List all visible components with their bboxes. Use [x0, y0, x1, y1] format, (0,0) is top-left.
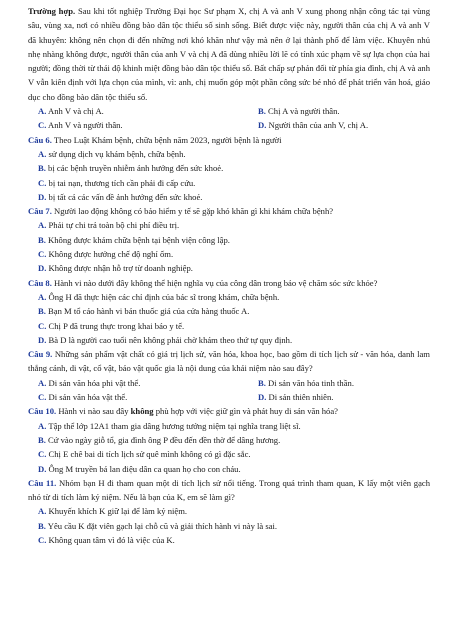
- q6-option-d[interactable]: D. bị tất cả các vấn đề ảnh hưởng đến sức khoẻ.: [38, 191, 203, 202]
- question-7: [28, 204, 430, 218]
- q5-option-c[interactable]: C. Anh V và người thân.: [38, 120, 123, 131]
- q5-option-d[interactable]: D. Người thân của anh V, chị A.: [258, 120, 369, 131]
- q5-option-a[interactable]: A. Anh V và chị A.: [38, 106, 104, 117]
- q10-option-c[interactable]: C. Chị E chê bai di tích lịch sử quê mình không có gì đặc sắc.: [38, 449, 251, 460]
- case-paragraph: [28, 4, 430, 104]
- q7-option-a[interactable]: A. Phải tự chi trả toàn bộ chi phí điều trị.: [38, 220, 180, 231]
- q11-option-a[interactable]: A. Khuyến khích K giữ lại để làm kỷ niệm.: [38, 506, 188, 517]
- case-lead: Trường hợp.: [28, 6, 76, 16]
- q9-option-d[interactable]: D. Di sản thiên nhiên.: [258, 392, 334, 403]
- q6-option-c[interactable]: C. bị tai nạn, thương tích cần phải đi cấp cứu.: [38, 177, 196, 188]
- question-10: Câu 10. Hành vi nào sau đây không phù hợp với việc giữ gìn và phát huy di sản văn hóa?: [28, 406, 338, 417]
- q8-option-b[interactable]: B. Bạn M tổ cáo hành vi bán thuốc giả của cửa hàng thuốc A.: [38, 306, 250, 317]
- q7-option-d[interactable]: D. Không được nhận hỗ trợ từ doanh nghiệp.: [38, 263, 193, 274]
- q9-option-a[interactable]: A. Di sản văn hóa phi vật thể.: [38, 377, 141, 388]
- q9-options-row-2: [38, 390, 430, 404]
- q10-option-d[interactable]: D. Ông M truyền bá lan điệu dân ca quan họ cho con cháu.: [38, 463, 241, 474]
- question-11: [28, 476, 430, 505]
- question-6-text: Theo Luật Khám bệnh, chữa bệnh năm 2023, người bệnh là người: [51, 134, 282, 145]
- q9-option-b[interactable]: B. Di sản văn hóa tinh thần.: [258, 377, 354, 388]
- question-11-text: Nhóm bạn H đi tham quan một di tích lịch sử nổi tiếng. Trong quá trình tham quan, K lấy một viên gạch nhỏ từ di tích làm kỷ niệm. Nếu là bạn của K, em sẽ làm gì?: [28, 477, 430, 503]
- question-8-label: Câu 8.: [28, 277, 52, 288]
- q9-options-row-1: [38, 376, 430, 390]
- question-7-text: Người lao động không có bảo hiểm y tế sẽ gặp khó khăn gì khi khám chữa bệnh?: [51, 206, 334, 217]
- q5-options-row-1: [38, 104, 430, 118]
- q5-option-b[interactable]: B. Chị A và người thân.: [258, 106, 340, 117]
- case-text: Sau khi tốt nghiệp Trường Đại học Sư phạm X, chị A và anh V xung phong nhận công tác tại vùng sâu, vùng xa, nơi có nhiều đồng bào dân tộc thiểu số sinh sống. Biết được việc này, người thân của chị A và anh V đã khuyên: không nên chọn đi đến những nơi khó khăn như vậy mà nên ở lại thành phố để làm việc. Khuyên nhủ nhẹ nhàng không được, người thân của anh V và chị A đã dùng nhiều lời lẽ có tính xúc phạm về sự lựa chọn của hai người; đồng thời từ thái độ khinh miệt đồng bào dân tộc thiểu số. Bất chấp sự phản đối từ phía gia đình, chị A và anh V vẫn kiên định với lựa chọn của mình, vì: anh, chị muốn góp một phần công sức bé nhỏ để phát triển văn hoá, giáo dục cho đồng bào dân tộc thiểu số.: [28, 6, 430, 102]
- q7-option-b[interactable]: B. Không được khám chữa bệnh tại bệnh viện công lập.: [38, 234, 230, 245]
- q7-option-c[interactable]: C. Không được hưởng chế độ nghỉ ốm.: [38, 249, 174, 260]
- question-9-label: Câu 9.: [28, 349, 53, 360]
- question-10-label: Câu 10.: [28, 406, 57, 417]
- q8-option-c[interactable]: C. Chị P đã trung thực trong khai báo y tế.: [38, 320, 185, 331]
- q5-options-row-2: [38, 118, 430, 132]
- question-10-emphasis: không: [130, 406, 154, 417]
- q11-option-c[interactable]: C. Không quan tâm vì đó là việc của K.: [38, 534, 175, 545]
- q10-option-a[interactable]: A. Tập thể lớp 12A1 tham gia dâng hương tưởng niệm tại nghĩa trang liệt sĩ.: [38, 420, 301, 431]
- q11-option-b[interactable]: B. Yêu cầu K đặt viên gạch lại chỗ cũ và giải thích hành vi này là sai.: [38, 520, 278, 531]
- q10-option-b[interactable]: B. Cứ vào ngày giỗ tổ, gia đình ông P đều đến đền thờ để dâng hương.: [38, 434, 281, 445]
- question-6-label: Câu 6.: [28, 134, 52, 145]
- q8-option-a[interactable]: A. Ông H đã thực hiện các chỉ định của bác sĩ trong khám, chữa bệnh.: [38, 291, 280, 302]
- question-9: [28, 347, 430, 376]
- question-9-text: Những sản phẩm vật chất có giá trị lịch sử, văn hóa, khoa học, bao gồm di tích lịch sử - văn hóa, danh lam thắng cảnh, di vật, cổ vật, bảo vật quốc gia là nội dung của khái niệm nào sau đây?: [28, 349, 430, 374]
- question-6: [28, 133, 430, 147]
- q6-option-b[interactable]: B. bị các bệnh truyền nhiễm ảnh hưởng đến sức khoẻ.: [38, 163, 224, 174]
- q6-option-a[interactable]: A. sử dụng dịch vụ khám bệnh, chữa bệnh.: [38, 148, 186, 159]
- q8-option-d[interactable]: D. Bà D là người cao tuổi nên không phải chờ khám theo thứ tự quy định.: [38, 334, 293, 345]
- question-8-text: Hành vi nào dưới đây không thể hiện nghĩa vụ của công dân trong bảo vệ chăm sóc sức khỏe?: [51, 277, 378, 288]
- question-7-label: Câu 7.: [28, 206, 52, 217]
- q9-option-c[interactable]: C. Di sản văn hóa vật thể.: [38, 392, 128, 403]
- question-11-label: Câu 11.: [28, 477, 57, 488]
- question-8: [28, 276, 430, 290]
